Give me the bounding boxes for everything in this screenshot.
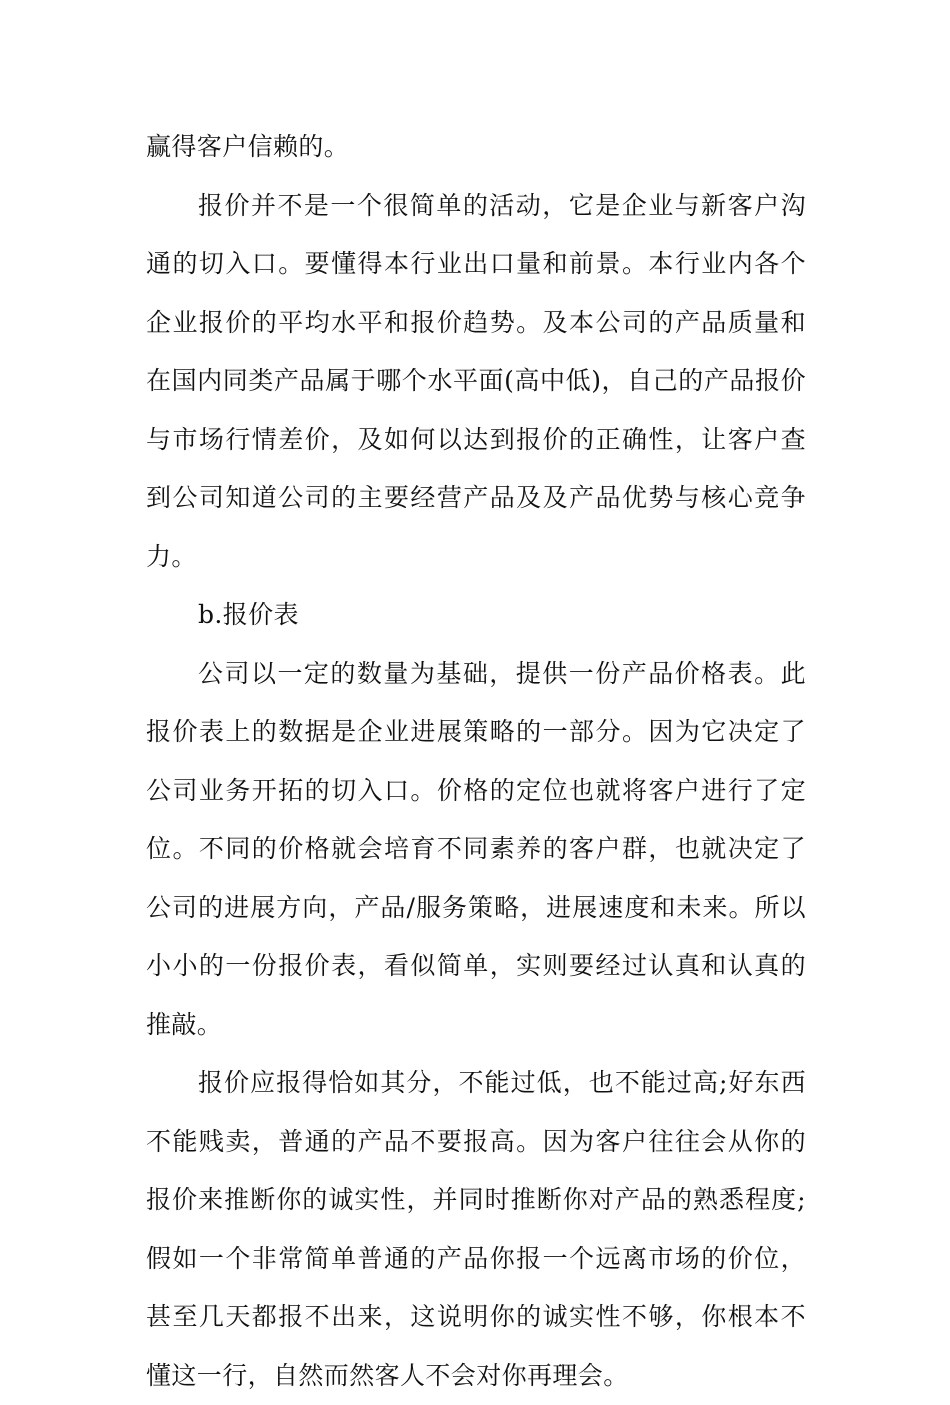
- document-page: [146, 118, 806, 1405]
- paragraph-pricing-advice: 报价应报得恰如其分，不能过低，也不能过高;好东西不能贱卖，普通的产品不要报高。因为客户往往会从你的报价来推断你的诚实性，并同时推断你对产品的熟悉程度;假如一个非常简单普通的产品你报一个远离市场的价位，甚至几天都报不出来，这说明你的诚实性不够，你根本不懂这一行，自然而然客人不会对你再理会。: [146, 1068, 806, 1390]
- section-heading-quotation-sheet: b.报价表: [198, 600, 299, 629]
- paragraph-price-list: 公司以一定的数量为基础，提供一份产品价格表。此报价表上的数据是企业进展策略的一部分。因为它决定了公司业务开拓的切入口。价格的定位也就将客户进行了定位。不同的价格就会培育不同素养的客户群，也就决定了公司的进展方向，产品/服务策略，进展速度和未来。所以小小的一份报价表，看似简单，实则要经过认真和认真的推敲。: [146, 658, 806, 1039]
- paragraph-continuation: 赢得客户信赖的。: [146, 132, 350, 161]
- paragraph-quotation-intro: 报价并不是一个很简单的活动，它是企业与新客户沟通的切入口。要懂得本行业出口量和前景。本行业内各个企业报价的平均水平和报价趋势。及本公司的产品质量和在国内同类产品属于哪个水平面(高中低)，自己的产品报价与市场行情差价，及如何以达到报价的正确性，让客户查到公司知道公司的主要经营产品及及产品优势与核心竞争力。: [146, 190, 806, 571]
